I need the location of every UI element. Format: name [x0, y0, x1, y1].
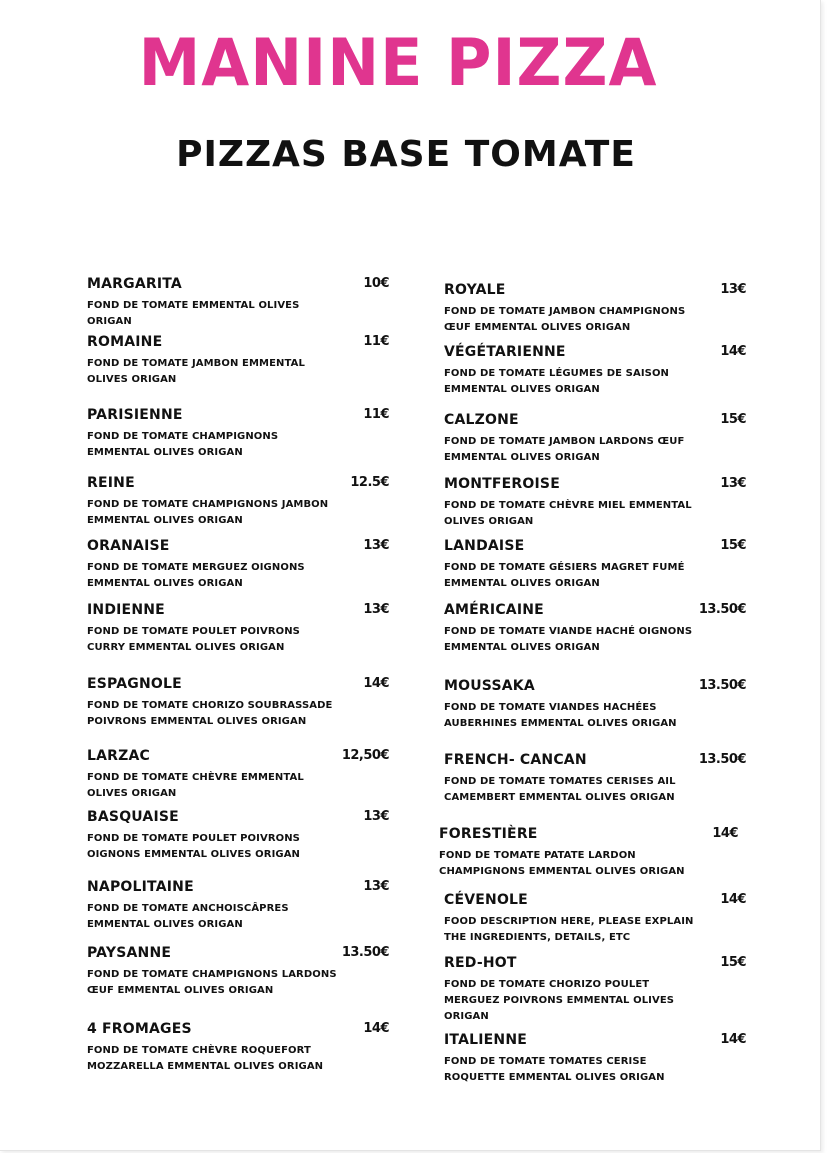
menu-item — [444, 892, 746, 946]
item-description: FOND DE TOMATE POULET POIVRONS CURRY EMMENTAL OLIVES ORIGAN — [87, 626, 300, 653]
item-description: FOND DE TOMATE JAMBON LARDONS ŒUF EMMENTAL OLIVES ORIGAN — [444, 436, 685, 463]
item-name: REINE — [87, 475, 135, 491]
item-name: PARISIENNE — [87, 407, 183, 423]
item-name: CÉVENOLE — [444, 892, 528, 908]
item-price: 14€ — [720, 1032, 746, 1047]
item-price: 14€ — [720, 344, 746, 359]
menu-item — [444, 282, 746, 336]
menu-item — [87, 1021, 389, 1075]
menu-item — [444, 538, 746, 592]
item-name: ITALIENNE — [444, 1032, 527, 1048]
item-description: FOND DE TOMATE GÉSIERS MAGRET FUMÉ EMMENTAL OLIVES ORIGAN — [444, 562, 685, 589]
item-description: FOND DE TOMATE CHÈVRE MIEL EMMENTAL OLIVES ORIGAN — [444, 500, 692, 527]
item-price: 13€ — [363, 809, 389, 824]
menu-item — [444, 955, 746, 1025]
item-price: 15€ — [720, 412, 746, 427]
item-name: MARGARITA — [87, 276, 182, 292]
item-price: 13.50€ — [341, 945, 389, 960]
section-title: PIZZAS BASE TOMATE — [176, 134, 636, 175]
item-description: FOND DE TOMATE CHORIZO POULET MERGUEZ POIVRONS EMMENTAL OLIVES ORIGAN — [444, 979, 675, 1022]
item-price: 13€ — [363, 538, 389, 553]
item-name: BASQUAISE — [87, 809, 179, 825]
item-name: LARZAC — [87, 748, 150, 764]
item-description: FOND DE TOMATE PATATE LARDON CHAMPIGNONS EMMENTAL OLIVES ORIGAN — [439, 850, 685, 877]
menu-item — [444, 412, 746, 466]
item-name: ROYALE — [444, 282, 506, 298]
item-price: 13€ — [720, 476, 746, 491]
item-name: AMÉRICAINE — [444, 602, 544, 618]
item-description: FOND DE TOMATE POULET POIVRONS OIGNONS EMMENTAL OLIVES ORIGAN — [87, 833, 301, 860]
item-name: MONTFEROISE — [444, 476, 560, 492]
item-price: 11€ — [363, 407, 389, 422]
restaurant-title: MANINE PIZZA — [138, 24, 658, 101]
item-description: FOND DE TOMATE VIANDE HACHÉ OIGNONS EMMENTAL OLIVES ORIGAN — [444, 626, 693, 653]
item-description: FOND DE TOMATE EMMENTAL OLIVES ORIGAN — [87, 300, 300, 327]
menu-item — [87, 879, 389, 933]
menu-item — [444, 344, 746, 398]
menu-item — [87, 407, 389, 461]
item-price: 12.5€ — [350, 475, 389, 490]
item-price: 15€ — [720, 538, 746, 553]
item-description: FOND DE TOMATE TOMATES CERISES AIL CAMEMBERT EMMENTAL OLIVES ORIGAN — [444, 776, 676, 803]
item-name: VÉGÉTARIENNE — [444, 344, 566, 360]
item-name: 4 FROMAGES — [87, 1021, 192, 1037]
menu-item — [87, 334, 389, 388]
item-name: RED-HOT — [444, 955, 517, 971]
item-description: FOND DE TOMATE TOMATES CERISE ROQUETTE EMMENTAL OLIVES ORIGAN — [444, 1056, 665, 1083]
item-price: 14€ — [363, 676, 389, 691]
item-description: FOND DE TOMATE CHÈVRE EMMENTAL OLIVES ORIGAN — [87, 772, 304, 799]
item-name: FRENCH- CANCAN — [444, 752, 587, 768]
item-price: 13.50€ — [698, 678, 746, 693]
item-price: 15€ — [720, 955, 746, 970]
item-description: FOND DE TOMATE ANCHOISCÂPRES EMMENTAL OLIVES ORIGAN — [87, 903, 289, 930]
item-name: PAYSANNE — [87, 945, 172, 961]
item-price: 13€ — [720, 282, 746, 297]
item-description: FOND DE TOMATE JAMBON EMMENTAL OLIVES ORIGAN — [87, 358, 305, 385]
item-price: 14€ — [363, 1021, 389, 1036]
menu-item — [87, 538, 389, 592]
item-description: FOND DE TOMATE JAMBON CHAMPIGNONS ŒUF EMMENTAL OLIVES ORIGAN — [444, 306, 686, 333]
menu-item — [444, 1032, 746, 1086]
item-name: NAPOLITAINE — [87, 879, 194, 895]
menu-item — [444, 476, 746, 530]
menu-item — [87, 809, 389, 863]
item-description: FOND DE TOMATE CHAMPIGNONS LARDONS ŒUF EMMENTAL OLIVES ORIGAN — [87, 969, 337, 996]
item-price: 14€ — [712, 826, 738, 841]
menu-item — [444, 602, 746, 656]
item-name: CALZONE — [444, 412, 519, 428]
item-price: 10€ — [363, 276, 389, 291]
item-description: FOND DE TOMATE CHORIZO SOUBRASSADE POIVRONS EMMENTAL OLIVES ORIGAN — [87, 700, 333, 727]
item-price: 13€ — [363, 602, 389, 617]
menu-item — [87, 276, 389, 330]
item-name: MOUSSAKA — [444, 678, 535, 694]
menu-item — [87, 945, 389, 999]
menu-item — [439, 826, 738, 880]
item-price: 13€ — [363, 879, 389, 894]
item-description: FOND DE TOMATE LÉGUMES DE SAISON EMMENTAL OLIVES ORIGAN — [444, 368, 670, 395]
menu-item — [444, 678, 746, 732]
item-price: 12,50€ — [341, 748, 389, 763]
item-description: FOND DE TOMATE VIANDES HACHÉES AUBERHINES EMMENTAL OLIVES ORIGAN — [444, 702, 677, 729]
item-description: FOND DE TOMATE CHÈVRE ROQUEFORT MOZZARELLA EMMENTAL OLIVES ORIGAN — [87, 1045, 324, 1072]
item-name: ROMAINE — [87, 334, 163, 350]
item-price: 14€ — [720, 892, 746, 907]
menu-item — [87, 602, 389, 656]
item-description: FOND DE TOMATE CHAMPIGNONS JAMBON EMMENTAL OLIVES ORIGAN — [87, 499, 329, 526]
item-name: FORESTIÈRE — [439, 826, 538, 842]
item-name: ESPAGNOLE — [87, 676, 182, 692]
item-description: FOOD DESCRIPTION HERE, PLEASE EXPLAIN THE INGREDIENTS, DETAILS, ETC — [444, 916, 694, 943]
item-name: INDIENNE — [87, 602, 165, 618]
menu-item — [87, 748, 389, 802]
menu-item — [444, 752, 746, 806]
item-name: ORANAISE — [87, 538, 170, 554]
item-name: LANDAISE — [444, 538, 525, 554]
item-price: 13.50€ — [698, 602, 746, 617]
menu-item — [87, 475, 389, 529]
item-price: 13.50€ — [698, 752, 746, 767]
menu-item — [87, 676, 389, 730]
item-price: 11€ — [363, 334, 389, 349]
item-description: FOND DE TOMATE MERGUEZ OIGNONS EMMENTAL OLIVES ORIGAN — [87, 562, 305, 589]
item-description: FOND DE TOMATE CHAMPIGNONS EMMENTAL OLIVES ORIGAN — [87, 431, 279, 458]
